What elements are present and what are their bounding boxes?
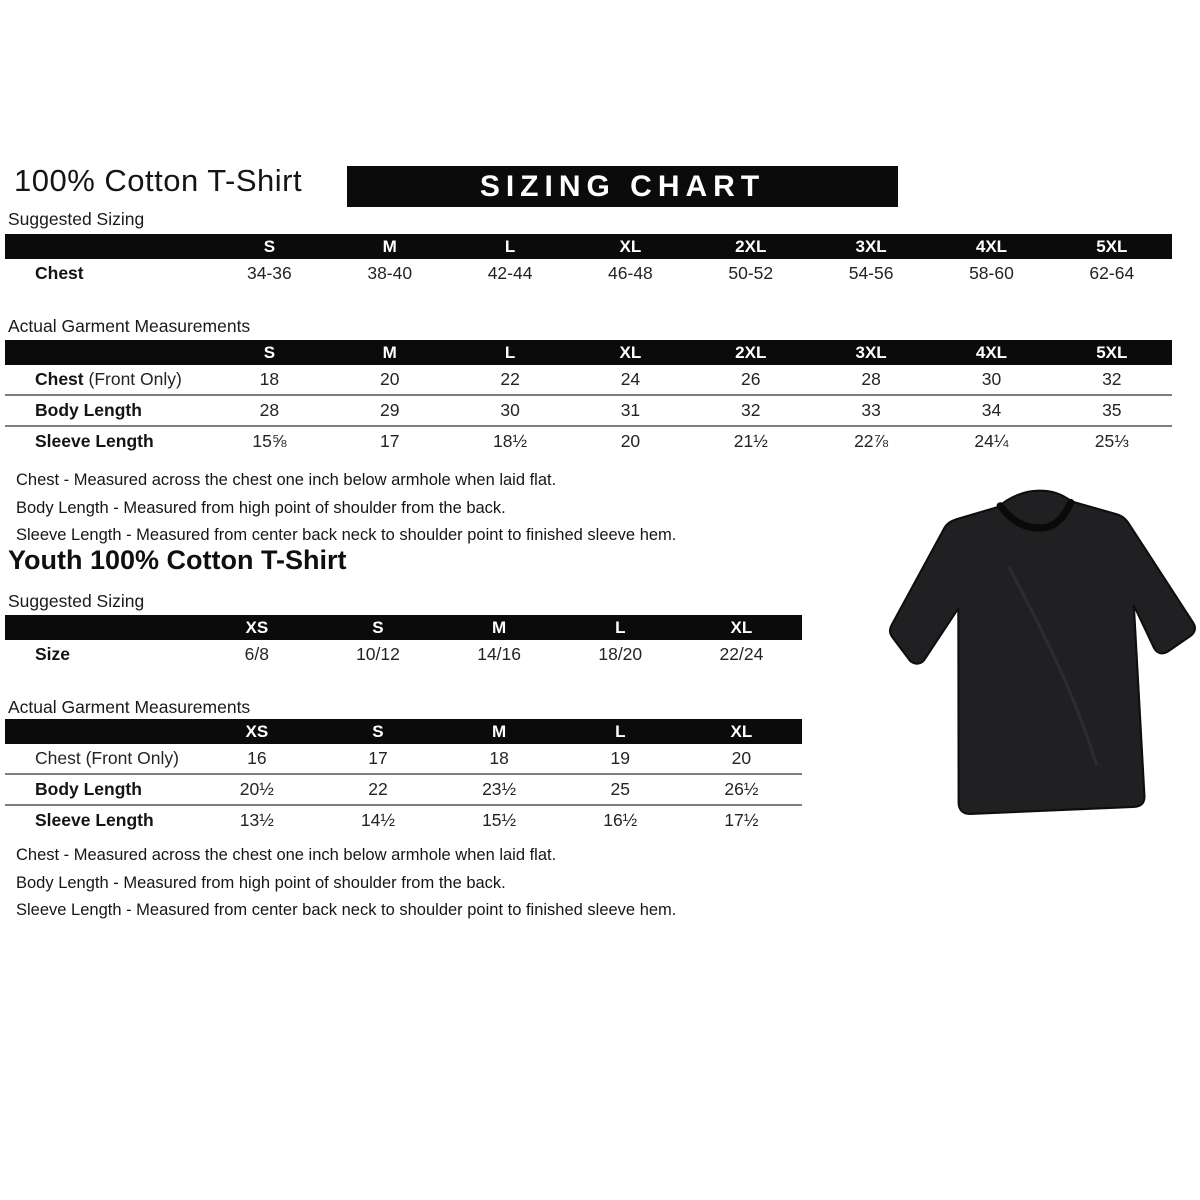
note-line: Sleeve Length - Measured from center back neck to shoulder point to finished sleeve hem.: [16, 901, 677, 919]
size-header-row: [5, 234, 1172, 259]
youth-actual-measurements-label: Actual Garment Measurements: [8, 697, 251, 717]
measurement-cell: 22: [317, 774, 438, 805]
table-row: [5, 640, 802, 669]
size-column-header: M: [330, 234, 450, 259]
size-column-header: 3XL: [811, 340, 931, 365]
size-column-header: S: [317, 719, 438, 744]
measurement-cell: 32: [691, 395, 811, 426]
measurement-cell: 30: [981, 369, 1002, 389]
measurement-cell: 38-40: [367, 263, 413, 283]
measurement-cell: 24¼: [931, 426, 1051, 456]
measurement-cell: 18/20: [598, 644, 643, 664]
note-line: Sleeve Length - Measured from center back neck to shoulder point to finished sleeve hem.: [16, 526, 677, 544]
size-column-header: XL: [570, 234, 690, 259]
measurement-cell: 30: [450, 395, 570, 426]
size-column-header: S: [209, 234, 329, 259]
table-row: [5, 744, 802, 774]
youth-section-title: Youth 100% Cotton T-Shirt: [8, 545, 347, 575]
note-line: Body Length - Measured from high point of shoulder from the back.: [16, 498, 506, 517]
table-row: [5, 395, 1172, 426]
size-header-row: [5, 615, 802, 640]
row-label: Sleeve Length: [5, 805, 196, 835]
size-column-header: XL: [681, 615, 802, 640]
measurement-cell: 18½: [450, 426, 570, 456]
size-column-header: M: [439, 615, 560, 640]
measurement-cell: 35: [1052, 395, 1172, 426]
size-column-header: XS: [196, 615, 317, 640]
page-title: 100% Cotton T-Shirt: [14, 163, 303, 198]
size-column-header: 3XL: [811, 234, 931, 259]
measurement-cell: 18: [259, 369, 280, 389]
measurement-cell: 20½: [196, 774, 317, 805]
measurement-cell: 17: [330, 426, 450, 456]
measurement-cell: 58-60: [969, 263, 1014, 283]
size-column-header: 5XL: [1052, 234, 1172, 259]
header-corner-cell: [5, 615, 196, 640]
size-column-header: M: [330, 340, 450, 365]
header-corner-cell: [5, 234, 209, 259]
measurement-cell: 16: [247, 748, 267, 768]
note-line: Body Length - Measured from high point of shoulder from the back.: [16, 873, 506, 892]
measurement-cell: 20: [731, 748, 752, 768]
measurement-cell: 26: [741, 369, 761, 389]
adult-suggested-sizing-label: Suggested Sizing: [8, 209, 145, 229]
row-label: Body Length: [5, 774, 196, 805]
size-column-header: 5XL: [1052, 340, 1172, 365]
measurement-cell: 42-44: [487, 263, 533, 283]
measurement-cell: 6/8: [244, 644, 269, 664]
measurement-cell: 21½: [691, 426, 811, 456]
youth-suggested-sizing-table: [5, 615, 802, 669]
measurement-cell: 19: [610, 748, 630, 768]
size-column-header: 2XL: [691, 340, 811, 365]
measurement-cell: 15½: [439, 805, 560, 835]
size-column-header: XL: [570, 340, 690, 365]
measurement-cell: 22/24: [719, 644, 764, 664]
measurement-cell: 10/12: [356, 644, 400, 664]
measurement-cell: 22⅞: [811, 426, 931, 456]
measurement-cell: 23½: [439, 774, 560, 805]
size-column-header: L: [450, 340, 570, 365]
sizing-chart-banner: SIZING CHART: [347, 166, 898, 207]
youth-suggested-sizing-label: Suggested Sizing: [8, 591, 145, 611]
tshirt-product-image: [886, 474, 1198, 822]
measurement-cell: 34-36: [247, 263, 292, 283]
size-column-header: S: [209, 340, 329, 365]
table-row: [5, 774, 802, 805]
measurement-cell: 34: [931, 395, 1051, 426]
measurement-cell: 13½: [196, 805, 317, 835]
youth-measurement-notes: [16, 842, 676, 925]
measurement-cell: 24: [620, 369, 641, 389]
size-column-header: 4XL: [931, 234, 1051, 259]
header-corner-cell: [5, 340, 209, 365]
measurement-cell: 18: [489, 748, 509, 768]
tshirt-shape: [888, 488, 1198, 815]
row-label: Size: [35, 644, 71, 664]
row-label: Chest: [35, 263, 84, 283]
adult-measurement-notes: [16, 467, 676, 550]
measurement-cell: 32: [1102, 369, 1122, 389]
size-header-row: [5, 340, 1172, 365]
measurement-cell: 22: [500, 369, 520, 389]
measurement-cell: 33: [811, 395, 931, 426]
size-column-header: L: [450, 234, 570, 259]
size-header-row: [5, 719, 802, 744]
row-label: Chest (Front Only): [35, 369, 182, 389]
size-column-header: S: [317, 615, 438, 640]
size-column-header: L: [560, 615, 681, 640]
size-column-header: XS: [196, 719, 317, 744]
size-column-header: L: [560, 719, 681, 744]
measurement-cell: 15⅝: [209, 426, 329, 456]
measurement-cell: 29: [330, 395, 450, 426]
measurement-cell: 46-48: [608, 263, 653, 283]
measurement-cell: 14½: [317, 805, 438, 835]
measurement-cell: 17: [368, 748, 388, 768]
adult-suggested-sizing-table: [5, 234, 1172, 288]
measurement-cell: 16½: [560, 805, 681, 835]
measurement-cell: 50-52: [728, 263, 774, 283]
youth-actual-measurements-table: [5, 719, 802, 835]
adult-actual-measurements-table: [5, 340, 1172, 456]
note-line: Chest - Measured across the chest one inch below armhole when laid flat.: [16, 471, 557, 489]
measurement-cell: 25: [560, 774, 681, 805]
row-label: Sleeve Length: [5, 426, 209, 456]
table-row: [5, 426, 1172, 456]
size-column-header: M: [439, 719, 560, 744]
tshirt-icon: [886, 474, 1198, 822]
table-row: [5, 259, 1172, 288]
measurement-cell: 20: [570, 426, 690, 456]
measurement-cell: 17½: [681, 805, 802, 835]
note-line: Chest - Measured across the chest one inch below armhole when laid flat.: [16, 846, 557, 864]
measurement-cell: 54-56: [848, 263, 894, 283]
size-column-header: 2XL: [691, 234, 811, 259]
measurement-cell: 25⅓: [1052, 426, 1172, 456]
measurement-cell: 26½: [681, 774, 802, 805]
measurement-cell: 28: [209, 395, 329, 426]
table-row: [5, 365, 1172, 395]
header-corner-cell: [5, 719, 196, 744]
row-label: Body Length: [5, 395, 209, 426]
measurement-cell: 62-64: [1089, 263, 1135, 283]
measurement-cell: 28: [861, 369, 881, 389]
table-row: [5, 805, 802, 835]
adult-actual-measurements-label: Actual Garment Measurements: [8, 316, 251, 336]
size-column-header: 4XL: [931, 340, 1051, 365]
measurement-cell: 14/16: [477, 644, 522, 664]
measurement-cell: 31: [570, 395, 690, 426]
measurement-cell: 20: [380, 369, 400, 389]
size-column-header: XL: [681, 719, 802, 744]
row-label: Chest (Front Only): [35, 748, 179, 768]
